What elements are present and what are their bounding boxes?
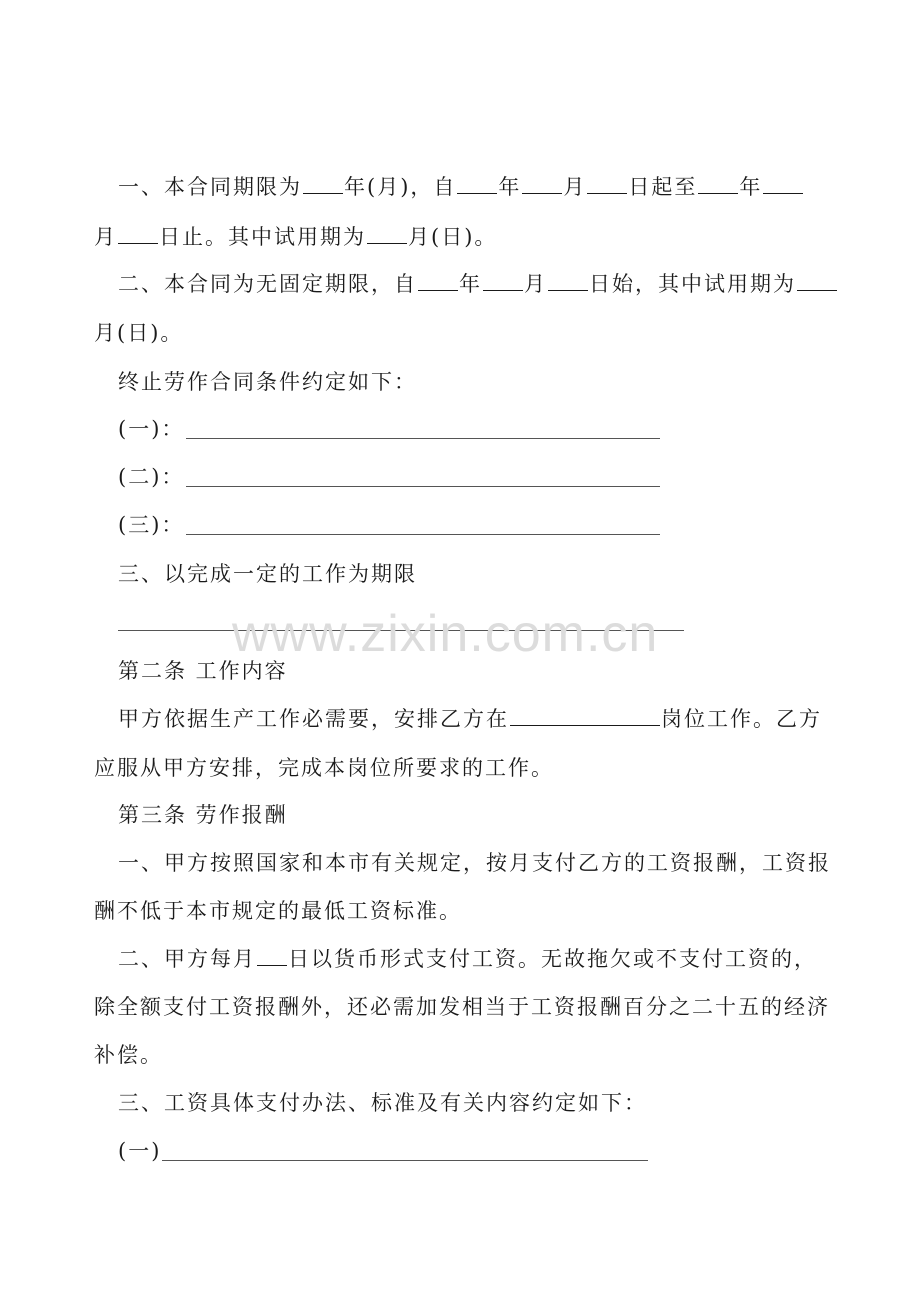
blank-field xyxy=(510,707,660,726)
blank-field xyxy=(763,175,803,194)
condition-3 xyxy=(118,510,184,540)
article-3-p2-line-1 xyxy=(118,944,817,974)
condition-1 xyxy=(118,414,184,444)
article-3-item-1: (一) xyxy=(118,1139,162,1163)
text: (二)： xyxy=(118,465,185,489)
watermark: www.zixin.com.cn xyxy=(232,605,659,663)
text: 月 xyxy=(524,272,547,296)
term-paragraph-1-line-1 xyxy=(118,172,804,202)
text: (一)： xyxy=(118,417,185,441)
term-paragraph-2-line-2 xyxy=(94,318,183,348)
blank-field xyxy=(257,947,287,966)
blank-field xyxy=(457,175,497,194)
term-paragraph-2-line-1 xyxy=(118,269,838,299)
blank-field xyxy=(698,175,738,194)
condition-2-blank xyxy=(186,486,660,487)
condition-2 xyxy=(118,462,184,492)
text: 年 xyxy=(498,175,522,199)
article-3-p1-line-1: 一、甲方按照国家和本市有关规定，按月支付乙方的工资报酬，工资报 xyxy=(118,851,831,875)
blank-field xyxy=(303,175,343,194)
text: 日以货币形式支付工资。无故拖欠或不支付工资的， xyxy=(288,947,817,971)
blank-field xyxy=(418,272,458,291)
text: 一、本合同期限为 xyxy=(118,175,302,199)
text: (三)： xyxy=(118,513,185,537)
text: 年(月)，自 xyxy=(344,175,457,199)
text: 日起至 xyxy=(628,175,698,199)
blank-field xyxy=(483,272,523,291)
text: 月 xyxy=(563,175,587,199)
text: 年 xyxy=(459,272,482,296)
article-3-heading: 第三条 劳作报酬 xyxy=(118,803,288,827)
article-3-item-1-blank xyxy=(162,1160,648,1161)
term-paragraph-3: 三、以完成一定的工作为期限 xyxy=(118,562,417,586)
blank-field xyxy=(548,272,588,291)
text: 年 xyxy=(739,175,763,199)
text: 日止。其中试用期为 xyxy=(159,225,366,249)
article-2-line-1 xyxy=(118,704,822,734)
text: 月 xyxy=(94,225,117,249)
text: 岗位工作。乙方 xyxy=(661,707,822,731)
article-3-p2-line-2: 除全额支付工资报酬外，还必需加发相当于工资报酬百分之二十五的经济 xyxy=(94,995,830,1019)
blank-field xyxy=(522,175,562,194)
condition-1-blank xyxy=(186,438,660,439)
blank-field xyxy=(797,272,837,291)
blank-field xyxy=(367,225,407,244)
condition-3-blank xyxy=(186,534,660,535)
term-paragraph-1-line-2 xyxy=(94,222,497,252)
article-2-heading: 第二条 工作内容 xyxy=(118,659,288,683)
blank-field xyxy=(587,175,627,194)
text: 月(日)。 xyxy=(94,321,184,345)
text: 日始，其中试用期为 xyxy=(589,272,796,296)
text: 甲方依据生产工作必需要，安排乙方在 xyxy=(118,707,509,731)
text: 月(日)。 xyxy=(408,225,498,249)
blank-field xyxy=(118,225,158,244)
article-3-p3: 三、工资具体支付办法、标准及有关内容约定如下： xyxy=(118,1091,647,1115)
termination-heading: 终止劳作合同条件约定如下： xyxy=(118,370,417,394)
text: 二、本合同为无固定期限，自 xyxy=(118,272,417,296)
article-3-p2-line-3: 补偿。 xyxy=(94,1043,163,1067)
article-2-line-2: 应服从甲方安排，完成本岗位所要求的工作。 xyxy=(94,756,554,780)
article-3-p1-line-2: 酬不低于本市规定的最低工资标准。 xyxy=(94,899,462,923)
text: 二、甲方每月 xyxy=(118,947,256,971)
